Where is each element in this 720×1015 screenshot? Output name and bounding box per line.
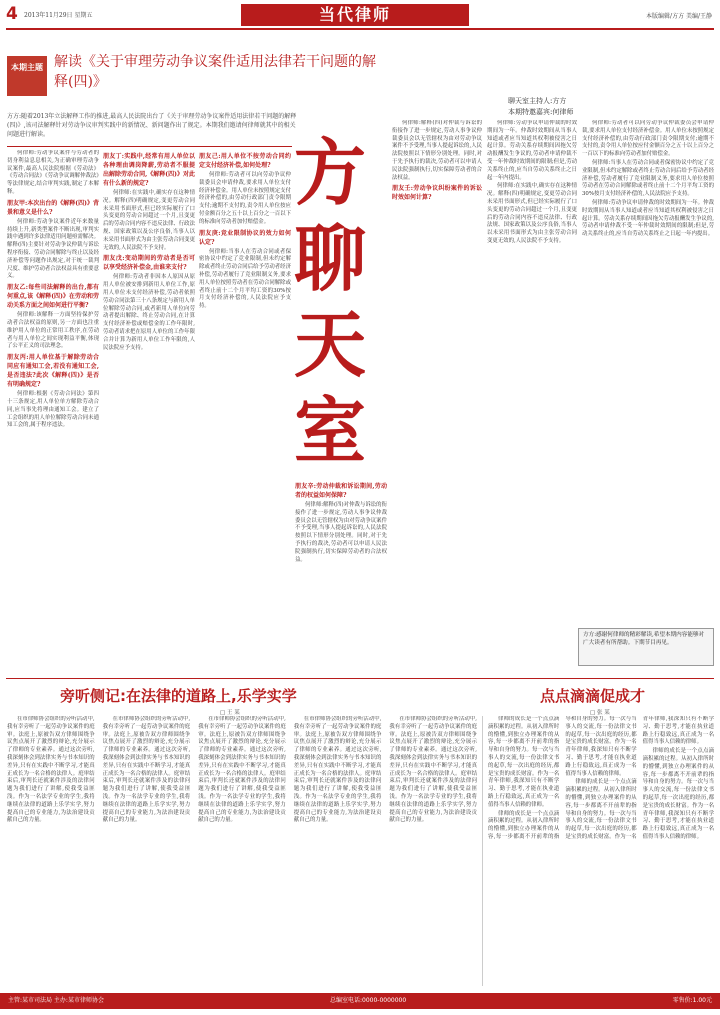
header-rule <box>6 28 714 30</box>
big-column-title: 方聊天室 <box>293 131 366 473</box>
text-column-1: 何律师:劳动争议案件与劳动者的切身利益息息相关,为正确审理劳动争议案件,最高人民法院根据《劳动法》《劳动合同法》《劳动争议调解仲裁法》等法律规定,结合审判实践,制定了本解释。 朋友甲:本次出台的《解释(四)》背景和意义是什么? 何律师:劳动争议案件近年来数量持续上升,新类型案件不断出现,审判实践中遇到许多法律适用问题亟需解决。解释(四)主要针对劳动争议仲裁与诉讼程序衔接、劳动合同解除与终止以及经济补偿等问题作出规定,对于统一裁判尺度、维护劳动者合法权益具有重要意义。 朋友乙:每些司法解释的出台,都有何重点,该《解释(四)》在劳动和劳动关系方面之间如何进行平衡? 何律师:该解释一方面坚持保护劳动者合法权益的原则,另一方面也注重维护用人单位的正常用工秩序,在劳动者与用人单位之间实现利益平衡,体现了公平正义的司法理念。 朋友丙:用人单位基于解除劳动合同应有通知工会,若没有通知工会,是否违法?此次《解释(四)》是否有明确规定? 何律师:根据《劳动合同法》第四十三条规定,用人单位单方解除劳动合同,应当事先将理由通知工会。建立了工会组织的用人单位解除劳动合同未通知工会的,属于程序违法。 <box>7 150 99 429</box>
page-footer <box>0 993 720 1009</box>
article3-author: □ 张 某 <box>590 710 610 716</box>
article2-body: 在市律师协会组织的旁听活动中,我有幸旁听了一起劳动争议案件的庭审。法庭上,原被告双方律师围绕争议焦点展开了激烈的辩论,充分展示了律师的专业素养。通过这次旁听,我深刻体会到法律实务与书本知识的差异,只有在实践中不断学习,才能真正成长为一名合格的法律人。庭审结束后,审判长还就案件涉及的法律问题为我们进行了讲解,使我受益匪浅。作为一名法学专业的学生,我将继续在法律的道路上乐学实学,努力提高自己的专业能力,为法治建设贡献自己的力量。 在市律师协会组织的旁听活动中,我有幸旁听了一起劳动争议案件的庭审。法庭上,原被告双方律师围绕争议焦点展开了激烈的辩论,充分展示了律师的专业素养。通过这次旁听,我深刻体会到法律实务与书本知识的差异,只有在实践中不断学习,才能真正成长为一名合格的法律人。庭审结束后,审判长还就案件涉及的法律问题为我们进行了讲解,使我受益匪浅。作为一名法学专业的学生,我将继续在法律的道路上乐学实学,努力提高自己的专业能力,为法治建设贡献自己的力量。 在市律师协会组织的旁听活动中,我有幸旁听了一起劳动争议案件的庭审。法庭上,原被告双方律师围绕争议焦点展开了激烈的辩论,充分展示了律师的专业素养。通过这次旁听,我深刻体会到法律实务与书本知识的差异,只有在实践中不断学习,才能真正成长为一名合格的法律人。庭审结束后,审判长还就案件涉及的法律问题为我们进行了讲解,使我受益匪浅。作为一名法学专业的学生,我将继续在法律的道路上乐学实学,努力提高自己的专业能力,为法治建设贡献自己的力量。 在市律师协会组织的旁听活动中,我有幸旁听了一起劳动争议案件的庭审。法庭上,原被告双方律师围绕争议焦点展开了激烈的辩论,充分展示了律师的专业素养。通过这次旁听,我深刻体会到法律实务与书本知识的差异,只有在实践中不断学习,才能真正成长为一名合格的法律人。庭审结束后,审判长还就案件涉及的法律问题为我们进行了讲解,使我受益匪浅。作为一名法学专业的学生,我将继续在法律的道路上乐学实学,努力提高自己的专业能力,为法治建设贡献自己的力量。 在市律师协会组织的旁听活动中,我有幸旁听了一起劳动争议案件的庭审。法庭上,原被告双方律师围绕争议焦点展开了激烈的辩论,充分展示了律师的专业素养。通过这次旁听,我深刻体会到法律实务与书本知识的差异,只有在实践中不断学习,才能真正成长为一名合格的法律人。庭审结束后,审判长还就案件涉及的法律问题为我们进行了讲解,使我受益匪浅。作为一名法学专业的学生,我将继续在法律的道路上乐学实学,努力提高自己的专业能力,为法治建设贡献自己的力量。 <box>7 716 477 824</box>
article3-body: 律师的成长是一个点点滴滴积累的过程。从初入律所时的懵懂,到独立办理案件的从容,每一步都离不开前辈的指导和自身的努力。每一次与当事人的交流,每一份法律文书的起草,每一次出庭的经历,都是宝贵的成长财富。作为一名青年律师,我深知只有不断学习、勤于思考,才能在执业道路上行稳致远,真正成为一名值得当事人信赖的律师。 律师的成长是一个点点滴滴积累的过程。从初入律所时的懵懂,到独立办理案件的从容,每一步都离不开前辈的指导和自身的努力。每一次与当事人的交流,每一份法律文书的起草,每一次出庭的经历,都是宝贵的成长财富。作为一名青年律师,我深知只有不断学习、勤于思考,才能在执业道路上行稳致远,真正成为一名值得当事人信赖的律师。 律师的成长是一个点点滴滴积累的过程。从初入律所时的懵懂,到独立办理案件的从容,每一步都离不开前辈的指导和自身的努力。每一次与当事人的交流,每一份法律文书的起草,每一次出庭的经历,都是宝贵的成长财富。作为一名青年律师,我深知只有不断学习、勤于思考,才能在执业道路上行稳致远,真正成为一名值得当事人信赖的律师。 律师的成长是一个点点滴滴积累的过程。从初入律所时的懵懂,到独立办理案件的从容,每一步都离不开前辈的指导和自身的努力。每一次与当事人的交流,每一份法律文书的起草,每一次出庭的经历,都是宝贵的成长财富。作为一名青年律师,我深知只有不断学习、勤于思考,才能在执业道路上行稳致远,真正成为一名值得当事人信赖的律师。 <box>488 716 714 840</box>
text-column-6: 何律师:劳动争议申请仲裁的时效期间为一年。仲裁时效期间从当事人知道或者应当知道其权利被侵害之日起计算。劳动关系存续期间因拖欠劳动报酬发生争议的,劳动者申请仲裁不受一年仲裁时效期间的限制;但是,劳动关系终止的,应当自劳动关系终止之日起一年内提出。 何律师:在实践中,确实存在这种情况。解释(四)明确规定,变更劳动合同未采用书面形式,但已经实际履行了口头变更的劳动合同超过一个月,且变更后的劳动合同内容不违反法律、行政法规、国家政策以及公序良俗,当事人以未采用书面形式为由主张劳动合同变更无效的,人民法院不予支持。 <box>487 120 577 244</box>
footer-phone: 总编室电话:0000-0000000 <box>330 997 407 1004</box>
text-column-7: 何律师:劳动者可以向劳动争议仲裁委员会申请仲裁,要求用人单位支付经济补偿金。用人单位未按照规定支付经济补偿的,由劳动行政部门责令限期支付;逾期不支付的,责令用人单位按应付金额百分之五十以上百分之一百以下的标准向劳动者加付赔偿金。 何律师:当事人在劳动合同或者保密协议中约定了竞业限制,但未约定解除或者终止劳动合同后给予劳动者经济补偿,劳动者履行了竞业限制义务,要求用人单位按照劳动者在劳动合同解除或者终止前十二个月平均工资的30%按月支付经济补偿的,人民法院应予支持。 何律师:劳动争议申请仲裁的时效期间为一年。仲裁时效期间从当事人知道或者应当知道其权利被侵害之日起计算。劳动关系存续期间因拖欠劳动报酬发生争议的,劳动者申请仲裁不受一年仲裁时效期间的限制;但是,劳动关系终止的,应当自劳动关系终止之日起一年内提出。 <box>582 120 714 238</box>
text-column-4: 朋友辛:劳动仲裁和诉讼期间,劳动者的权益如何保障? 何律师:解释(四)对仲裁与诉讼的衔接作了进一步规定,劳动人事争议仲裁委员会以无管辖权为由对劳动争议案件不予受理,当事人提起诉讼的,人民法院按照以下情形分别处理。同时,对于先予执行的裁决,劳动者可以申请人民法院强制执行,切实保障劳动者的合法权益。 <box>295 483 387 563</box>
lead-paragraph: 方方:随着2013年立法解释工作的推进,最高人民法院出台了《关于审理劳动争议案件适用法律若干问题的解释(四)》,该司法解释针对劳动争议审判实践中的新情况、新问题作出了规定。本期我们邀请何律师就其中的相关问题进行解读。 <box>7 113 297 138</box>
lead-rule <box>7 146 292 147</box>
article3-title: 点点滴滴促成才 <box>540 687 646 705</box>
page-header <box>0 0 720 28</box>
issue-date: 2013年11月29日 星期五 <box>24 12 93 19</box>
column-separator <box>482 716 483 986</box>
page-number: 4 <box>6 4 18 24</box>
text-column-5: 何律师:解释(四)对仲裁与诉讼的衔接作了进一步规定,劳动人事争议仲裁委员会以无管辖权为由对劳动争议案件不予受理,当事人提起诉讼的,人民法院按照以下情形分别处理。同时,对于先予执行的裁决,劳动者可以申请人民法院强制执行,切实保障劳动者的合法权益。 朋友壬:劳动争议纠纷案件的诉讼时效如何计算? <box>392 120 482 202</box>
section-divider <box>6 678 714 679</box>
main-headline: 解读《关于审理劳动争议案件适用法律若干问题的解释(四)》 <box>54 54 376 90</box>
article2-author: □ 王 某 <box>220 710 240 716</box>
article2-title: 旁听侧记:在法律的道路上,乐学实学 <box>60 687 297 705</box>
section-banner: 当代律师 <box>241 4 469 26</box>
topic-tag: 本期主题 <box>7 56 47 96</box>
edition-info: 本版编辑/方方 美编/王静 <box>646 13 712 20</box>
byline-reporter: 聊天室主持人:方方 <box>508 97 567 105</box>
host-closing-note: 方方:感谢何律师的精彩解读,希望本期内容能够对广大读者有所帮助。下期节目再见。 <box>578 628 714 666</box>
footer-price: 零售价:1.00元 <box>672 997 712 1004</box>
text-column-3: 朋友己:用人单位不按劳动合同约定支付经济补偿,如何处理? 何律师:劳动者可以向劳动争议仲裁委员会申请仲裁,要求用人单位支付经济补偿金。用人单位未按照规定支付经济补偿的,由劳动行政部门责令限期支付;逾期不支付的,责令用人单位按应付金额百分之五十以上百分之一百以下的标准向劳动者加付赔偿金。 朋友庚:竞业限制协议的效力如何认定? 何律师:当事人在劳动合同或者保密协议中约定了竞业限制,但未约定解除或者终止劳动合同后给予劳动者经济补偿,劳动者履行了竞业限制义务,要求用人单位按照劳动者在劳动合同解除或者终止前十二个月平均工资的30%按月支付经济补偿的,人民法院应予支持。 <box>199 153 291 310</box>
text-column-2: 朋友丁:实践中,经常有用人单位以各种理由调岗降薪,劳动者不服提出解除劳动合同,《解释(四)》对此有什么新的规定? 何律师:在实践中,确实存在这种情况。解释(四)明确规定,变更劳动合同未采用书面形式,但已经实际履行了口头变更的劳动合同超过一个月,且变更后的劳动合同内容不违反法律、行政法规、国家政策以及公序良俗,当事人以未采用书面形式为由主张劳动合同变更无效的,人民法院不予支持。 朋友戊:变动期间的劳动者是否可以享受经济补偿金,由谁来支付? 何律师:劳动者非因本人原因从原用人单位被安排到新用人单位工作,原用人单位未支付经济补偿,劳动者依照劳动合同法第三十八条规定与新用人单位解除劳动合同,或者新用人单位向劳动者提出解除、终止劳动合同,在计算支付经济补偿或赔偿金的工作年限时,劳动者请求把在原用人单位的工作年限合并计算为新用人单位工作年限的,人民法院应予支持。 <box>103 153 195 351</box>
footer-address: 主管:某市司法局 主办:某市律师协会 <box>8 997 104 1004</box>
byline-guest: 本期特邀嘉宾:何律师 <box>508 108 574 116</box>
